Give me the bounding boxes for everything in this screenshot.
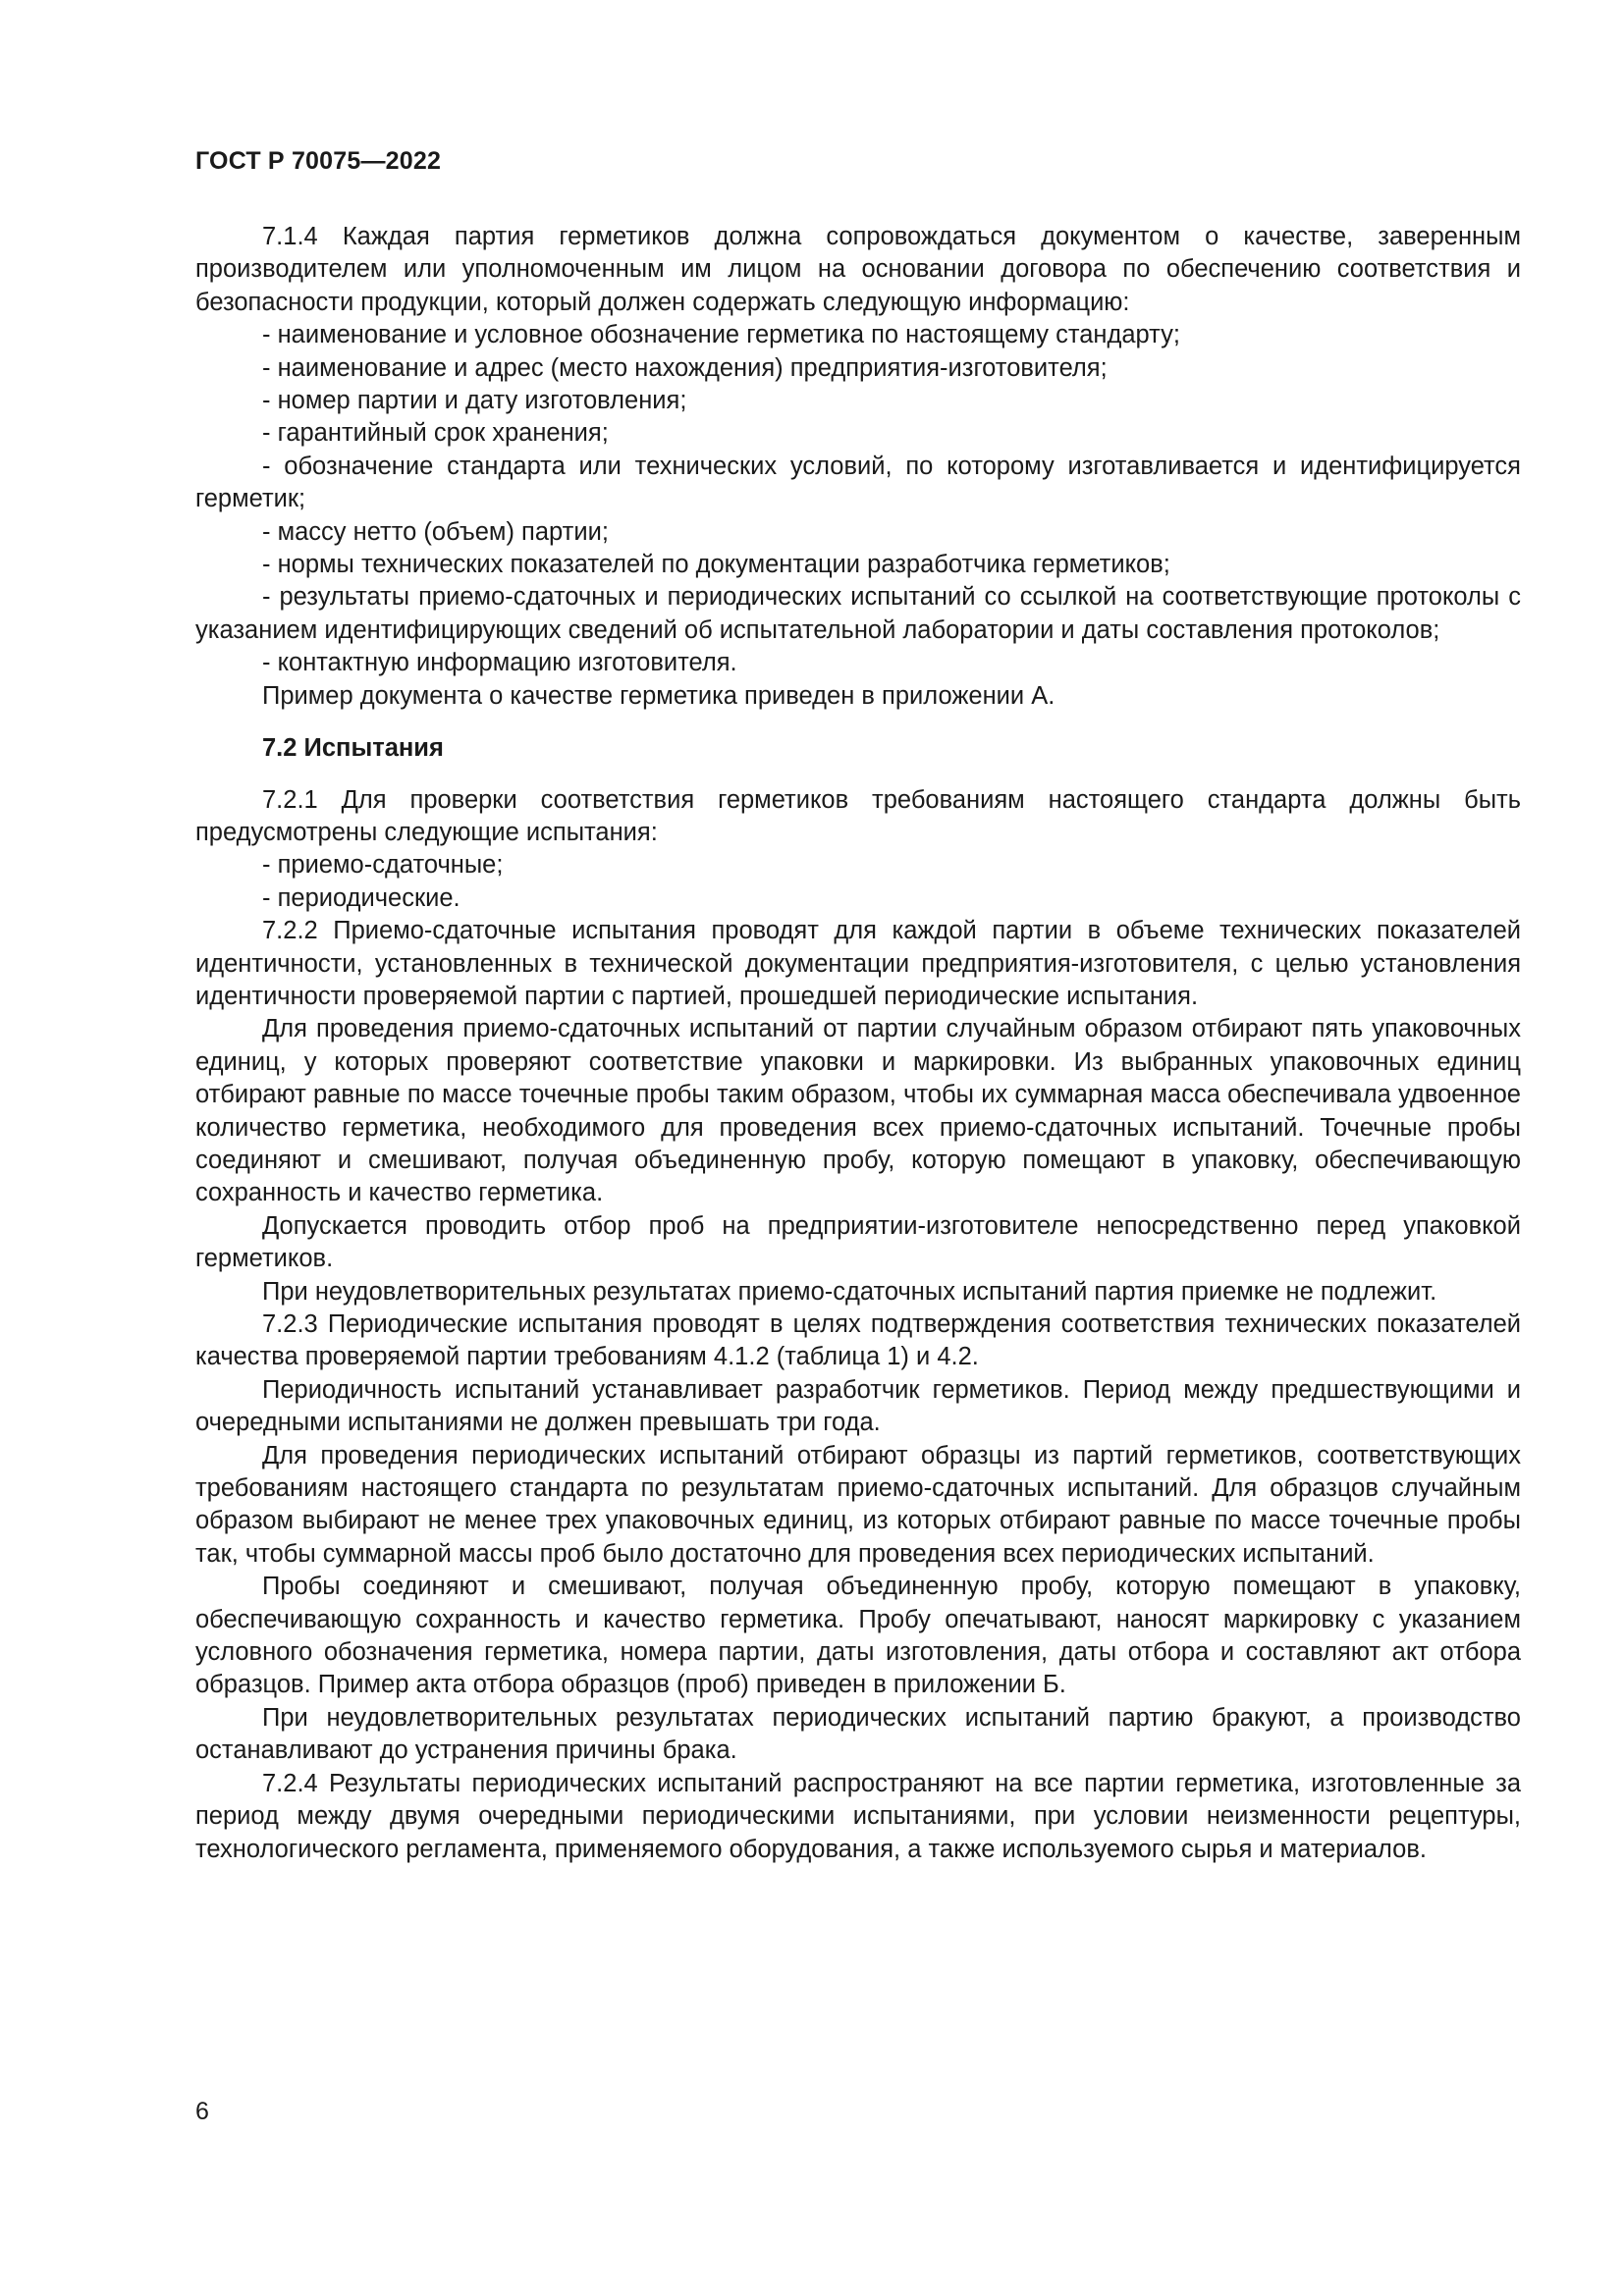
paragraph: Для проведения периодических испытаний отбирают образцы из партий герметиков, соответствующих требованиям настоящего стандарта по результатам приемо-сдаточных испытаний. Для образцов случайным образом выбирают не менее трех упаковочных единиц, из которых отбирают равные по массе точечные пробы так, чтобы суммарной массы проб было достаточно для проведения всех периодических испытаний. [195, 1441, 1521, 1568]
list-item: - наименование и условное обозначение герметика по настоящему стандарту; [262, 321, 1180, 349]
list-item: - массу нетто (объем) партии; [262, 517, 609, 546]
document-body [195, 221, 1521, 1866]
list-item: - приемо-сдаточные; [262, 851, 504, 880]
paragraph: При неудовлетворительных результатах периодических испытаний партию бракуют, а производство останавливают до устранения причины брака. [195, 1703, 1521, 1765]
paragraph-7-2-1: 7.2.1 Для проверки соответствия герметиков требованиям настоящего стандарта должны быть предусмотрены следующие испытания: [195, 785, 1521, 846]
page-number: 6 [195, 2098, 209, 2125]
paragraph-example: Пример документа о качестве герметика приведен в приложении А. [262, 681, 1056, 710]
paragraph-7-2-4: 7.2.4 Результаты периодических испытаний распространяют на все партии герметика, изготовленные за период между двумя очередными периодическими испытаниями, при условии неизменности рецептуры, технологического регламента, применяемого оборудования, а также используемого сырья и материалов. [195, 1769, 1521, 1863]
list-item: - нормы технических показателей по документации разработчика герметиков; [262, 551, 1170, 579]
paragraph-7-2-3: 7.2.3 Периодические испытания проводят в целях подтверждения соответствия технических показателей качества проверяемой партии требованиям 4.1.2 (таблица 1) и 4.2. [195, 1310, 1521, 1371]
paragraph-7-2-2: 7.2.2 Приемо-сдаточные испытания проводят для каждой партии в объеме технических показателей идентичности, установленных в технической документации предприятия-изготовителя, с целью установления идентичности проверяемой партии с партией, прошедшей периодические испытания. [195, 917, 1521, 1010]
paragraph: Пробы соединяют и смешивают, получая объединенную пробу, которую помещают в упаковку, обеспечивающую сохранность и качество герметика. Пробу опечатывают, наносят маркировку с указанием условного обозначения герметика, номера партии, даты изготовления, даты отбора и составляют акт отбора образцов. Пример акта отбора образцов (проб) приведен в приложении Б. [195, 1573, 1521, 1699]
paragraph-7-1-4: 7.1.4 Каждая партия герметиков должна сопровождаться документом о качестве, заверенным производителем или уполномоченным им лицом на основании договора по обеспечению соответствия и безопасности продукции, который должен содержать следующую информацию: [195, 223, 1521, 316]
list-item: - гарантийный срок хранения; [262, 419, 609, 448]
list-item: - результаты приемо-сдаточных и периодических испытаний со ссылкой на соответствующие протоколы с указанием идентифицирующих сведений об испытательной лаборатории и даты составления протоколов; [195, 583, 1521, 644]
list-item: - контактную информацию изготовителя. [262, 649, 737, 677]
paragraph: Периодичность испытаний устанавливает разработчик герметиков. Период между предшествующими и очередными испытаниями не должен превышать три года. [195, 1375, 1521, 1437]
section-heading-7-2: 7.2 Испытания [262, 734, 444, 763]
list-item: - номер партии и дату изготовления; [262, 387, 687, 415]
list-item: - периодические. [262, 883, 460, 912]
document-header: ГОСТ Р 70075—2022 [195, 147, 442, 175]
paragraph: Для проведения приемо-сдаточных испытаний от партии случайным образом отбирают пять упаковочных единиц, у которых проверяют соответствие упаковки и маркировки. Из выбранных упаковочных единиц отбирают равные по массе точечные пробы таким образом, чтобы их суммарная масса обеспечивала удвоенное количество герметика, необходимого для проведения всех приемо-сдаточных испытаний. Точечные пробы соединяют и смешивают, получая объединенную пробу, которую помещают в упаковку, обеспечивающую сохранность и качество герметика. [195, 1015, 1521, 1207]
list-item: - наименование и адрес (место нахождения) предприятия-изготовителя; [262, 353, 1108, 382]
paragraph: Допускается проводить отбор проб на предприятии-изготовителе непосредственно перед упаковкой герметиков. [195, 1211, 1521, 1273]
list-item: - обозначение стандарта или технических условий, по которому изготавливается и идентифицируется герметик; [195, 452, 1521, 513]
paragraph: При неудовлетворительных результатах приемо-сдаточных испытаний партия приемке не подлежит. [262, 1277, 1437, 1306]
